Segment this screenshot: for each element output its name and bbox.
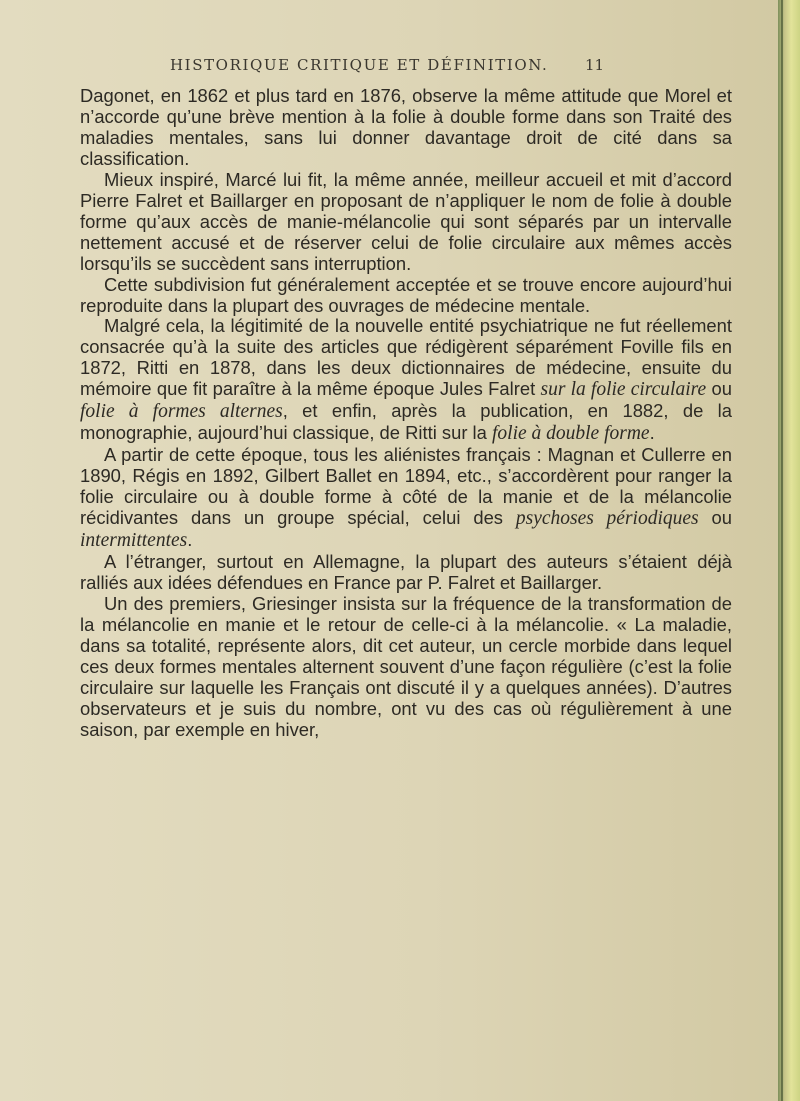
text-run: A partir de cette époque, tous les aliénistes français : Magnan et Cullerre en 1890, Régis en 1892, Gilbert Ballet en 1894, etc., s’accordèrent pour ranger la folie circulaire ou à double forme à côté de la manie et de la mélancolie récidivantes dans un groupe spécial, celui des <box>80 444 732 529</box>
page-edge-decoration <box>778 0 800 1101</box>
text-run: ou <box>706 378 732 400</box>
body-text <box>80 86 732 741</box>
italic-term: psychoses périodiques <box>515 508 699 530</box>
running-header <box>170 56 610 74</box>
paragraph-alienistes <box>80 445 732 552</box>
italic-term: intermittentes <box>80 530 188 552</box>
text-run: Malgré cela, la légitimité de la nouvelle entité psychiatrique ne fut réellement consacrée qu’à la suite des articles que rédigèrent séparément Foville fils en 1872, Ritti en 1878, dans les deux dictionnaires de médecine, ensuite du mémoire que fit paraître à la même époque Jules Falret <box>80 315 732 400</box>
paragraph-etranger: A l’étranger, surtout en Allemagne, la plupart des auteurs s’étaient déjà ralliés aux idées défendues en France par P. Falret et Baillarger. <box>80 550 732 593</box>
text-run: ou <box>698 507 733 529</box>
text-run: . <box>649 422 655 444</box>
text-run: , et enfin, après la publication, en 1882, de la monographie, aujourd’hui classique, de Ritti sur la <box>80 400 732 444</box>
paragraph-legitimite <box>80 316 732 445</box>
italic-title: folie à double forme <box>491 423 650 445</box>
text-run: . <box>187 529 193 551</box>
running-title: HISTORIQUE CRITIQUE ET DÉFINITION. <box>170 56 549 74</box>
italic-title: sur la folie circulaire <box>540 379 707 401</box>
paragraph-subdivision: Cette subdivision fut généralement acceptée et se trouve encore aujourd’hui reproduite dans la plupart des ouvrages de médecine mentale. <box>80 273 732 316</box>
italic-title: folie à formes alternes <box>80 401 283 423</box>
paragraph-marce: Mieux inspiré, Marcé lui fit, la même année, meilleur accueil et mit d’accord Pierre Falret et Baillarger en proposant de n’appliquer le nom de folie à double forme qu’aux accès de manie-mélancolie qui sont séparés par un intervalle nettement accusé et de réserver celui de folie circulaire aux mêmes accès lorsqu’ils se succèdent sans interruption. <box>80 168 732 274</box>
paragraph-dagonet: Dagonet, en 1862 et plus tard en 1876, observe la même attitude que Morel et n’accorde qu’une brève mention à la folie à double forme dans son Traité des maladies mentales, sans lui donner davantage droit de cité dans sa classification. <box>80 85 732 169</box>
page-number: 11 <box>585 56 605 74</box>
paragraph-griesinger: Un des premiers, Griesinger insista sur la fréquence de la transformation de la mélancolie en manie et le retour de celle-ci à la mélancolie. « La maladie, dans sa totalité, représente alors, dit cet auteur, un cercle morbide dans lequel ces deux formes mentales alternent souvent d’une façon régulière (c’est la folie circulaire sur laquelle les Français ont discuté il y a quelques années). D’autres observateurs et je suis du nombre, ont vu des cas où régulièrement à une saison, par exemple en hiver, <box>80 592 732 740</box>
